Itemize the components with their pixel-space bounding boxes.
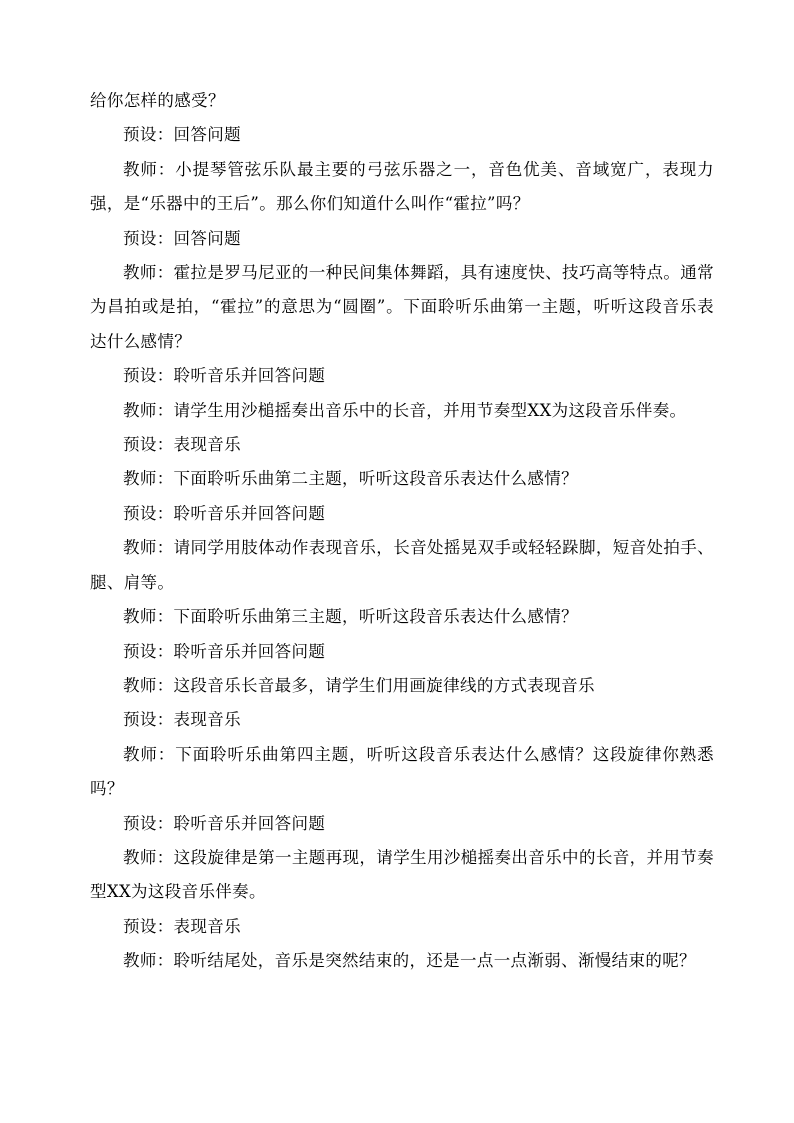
- paragraph-continuation: 给你怎样的感受？: [90, 91, 225, 110]
- paragraph-teacher-2: 教师：霍拉是罗马尼亚的一种民间集体舞蹈，具有速度快、技巧高等特点。通常为昌拍或是拍，“霍拉”的意思为“圆圈”。下面聆听乐曲第一主题，听听这段音乐表达什么感情？: [90, 263, 714, 351]
- paragraph-preset-6: 预设：聆听音乐并回答问题: [123, 641, 326, 661]
- paragraph-teacher-1: 教师：小提琴管弦乐队最主要的弓弦乐器之一，音色优美、音域宽广，表现力强，是“乐器中的王后”。那么你们知道什么叫作“霍拉”吗？: [90, 159, 714, 214]
- paragraph-preset-7: 预设：表现音乐: [123, 710, 241, 730]
- paragraph-preset-9: 预设：表现音乐: [123, 916, 241, 936]
- paragraph-teacher-9: 教师：这段旋律是第一主题再现，请学生用沙槌摇奏出音乐中的长音，并用节奏型XX为这段音乐伴奏。: [90, 847, 714, 902]
- paragraph-preset-2: 预设：回答问题: [123, 228, 241, 248]
- paragraph-preset-5: 预设：聆听音乐并回答问题: [123, 503, 326, 523]
- paragraph-teacher-6: 教师：下面聆听乐曲第三主题，听听这段音乐表达什么感情？: [123, 607, 578, 627]
- paragraph-preset-4: 预设：表现音乐: [123, 435, 241, 455]
- paragraph-preset-1: 预设：回答问题: [123, 125, 241, 145]
- paragraph-preset-3: 预设：聆听音乐并回答问题: [123, 366, 326, 386]
- paragraph-preset-8: 预设：聆听音乐并回答问题: [123, 813, 326, 833]
- paragraph-teacher-7: 教师：这段音乐长音最多，请学生们用画旋律线的方式表现音乐: [123, 675, 595, 695]
- paragraph-teacher-5: 教师：请同学用肢体动作表现音乐，长音处摇晃双手或轻轻跺脚，短音处拍手、腿、肩等。: [90, 538, 714, 592]
- paragraph-teacher-10: 教师：聆听结尾处，音乐是突然结束的，还是一点一点渐弱、渐慢结束的呢？: [123, 951, 696, 971]
- paragraph-teacher-4: 教师：下面聆听乐曲第二主题，听听这段音乐表达什么感情？: [123, 469, 578, 489]
- paragraph-teacher-3: 教师：请学生用沙槌摇奏出音乐中的长音，并用节奏型XX为这段音乐伴奏。: [123, 400, 687, 420]
- paragraph-teacher-8: 教师：下面聆听乐曲第四主题，听听这段音乐表达什么感情？这段旋律你熟悉吗？: [90, 744, 714, 799]
